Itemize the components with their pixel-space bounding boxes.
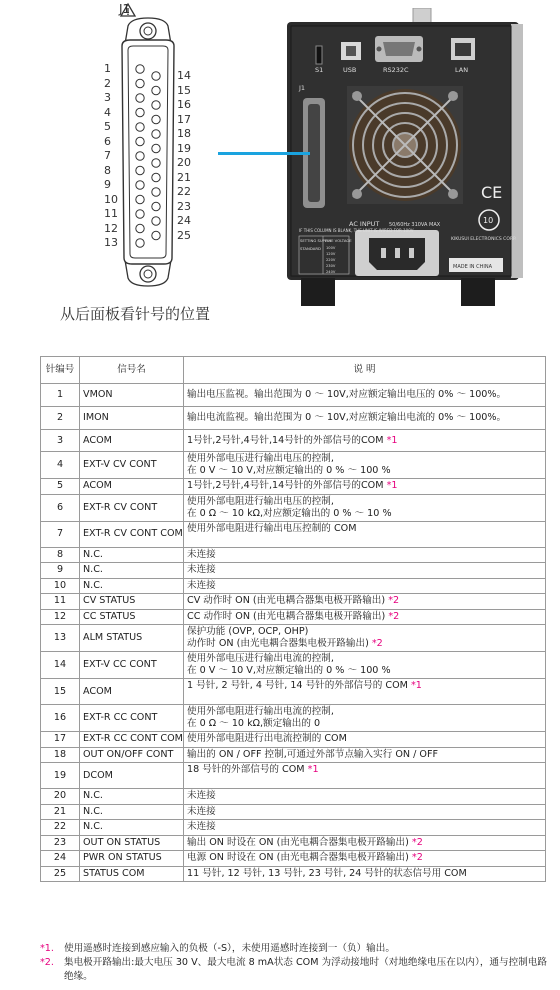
cell-pin-no: 3 [41,430,80,452]
cell-pin-no: 18 [41,747,80,763]
pin-number-label: 17 [177,112,191,126]
pin-number-label: 2 [104,76,111,90]
table-row [41,452,546,479]
cell-pin-no: 5 [41,479,80,495]
cell-pin-no: 23 [41,835,80,851]
table-row [41,625,546,652]
j1-label: J1 [299,84,306,92]
sticker-value: 240V [326,270,336,274]
cell-pin-no: 19 [41,763,80,789]
description-text: 未连接 [187,790,216,802]
cell-pin-no: 10 [41,578,80,594]
cell-description [184,494,546,521]
cell-signal-name: EXT-R CV CONT COM [80,521,184,547]
cell-description [184,851,546,867]
pin-number-label: 8 [104,163,111,177]
table-row [41,578,546,594]
cell-description [184,679,546,705]
cell-pin-no: 11 [41,594,80,610]
pin-number-label: 1 [104,62,111,75]
cell-description [184,609,546,625]
footnote-mark: *2. [40,957,54,968]
footnote [40,942,552,956]
description-text: 使用外部电阻进行出电流控制的 COM [187,733,347,745]
pin-number-label: 12 [104,221,118,235]
usb-label: USB [343,66,357,74]
cell-pin-no: 7 [41,521,80,547]
cell-description [184,866,546,882]
pin-number-label: 16 [177,98,191,111]
cell-signal-name: N.C. [80,789,184,805]
sticker-value: 120V [326,252,336,256]
cell-description [184,430,546,452]
description-text: 输出 ON 时设在 ON (由光电耦合器集电极开路输出) [187,836,409,848]
ac-input-label: AC INPUT [349,220,380,228]
pin-number-label: 23 [177,199,191,213]
cell-signal-name: OUT ON STATUS [80,835,184,851]
footnote-reference: *1 [307,764,319,775]
cell-description [184,479,546,495]
pin-number-label: 21 [177,170,191,184]
cell-signal-name: EXT-R CV CONT [80,494,184,521]
cell-signal-name: EXT-R CC CONT [80,705,184,732]
cell-signal-name: STATUS COM [80,866,184,882]
pin-number-label: 13 [104,236,118,249]
cell-description [184,625,546,652]
connector-diagram [0,0,280,300]
cell-description [184,407,546,430]
pin-number-label: 24 [177,214,191,227]
table-row [41,820,546,836]
table-row [41,789,546,805]
usb-port-icon [341,42,361,60]
cell-signal-name: ACOM [80,679,184,705]
cell-signal-name: N.C. [80,563,184,579]
cell-pin-no: 13 [41,625,80,652]
sticker-row: STANDARD [300,246,321,251]
pin-number-label: 20 [177,156,191,169]
description-text: 使用外部电阻进行输出电压控制的 COM [187,522,357,534]
cell-signal-name: EXT-R CC CONT COM [80,732,184,748]
pin-number-label: 11 [104,207,118,220]
rs232c-port-icon [375,36,423,62]
pin-number-label: 22 [177,185,191,198]
cell-signal-name: N.C. [80,547,184,563]
diagram-caption: 从后面板看针号的位置 [60,305,211,323]
description-text: 使用外部电压进行输出电压的控制, 在 0 V ～ 10 V,对应额定输出的 0 % ～ 100 % [187,453,391,476]
cell-signal-name: PWR ON STATUS [80,851,184,867]
sticker-value: 220V [326,258,336,262]
description-text: 18 号针的外部信号的 COM [187,764,305,775]
description-text: 使用外部电阻进行输出电流的控制, 在 0 Ω ～ 10 kΩ,额定输出的 0 [187,706,334,729]
cell-description [184,747,546,763]
cell-description [184,384,546,407]
description-text: 输出电压监视。输出范围为 0 ～ 10V,对应额定输出电压的 0% ～ 100%。 [187,389,507,400]
cell-signal-name: VMON [80,384,184,407]
cell-pin-no: 20 [41,789,80,805]
footnote-reference: *1 [386,434,398,446]
cell-pin-no: 25 [41,866,80,882]
description-text: 未连接 [187,548,216,560]
table-body [41,384,546,882]
pin-number-label: 7 [104,149,111,162]
pin-number-label: 19 [177,141,191,155]
table-row [41,747,546,763]
table-row [41,494,546,521]
footnote-reference: *2 [388,610,400,622]
cell-pin-no: 9 [41,563,80,579]
table-row [41,732,546,748]
cell-description [184,521,546,547]
cell-pin-no: 24 [41,851,80,867]
table-row [41,609,546,625]
rs232c-label: RS232C [383,66,409,74]
table-header-row [41,357,546,384]
footnote-reference: *2 [411,836,423,848]
rating-mark-text: 10 [483,216,494,225]
cell-signal-name: EXT-V CC CONT [80,652,184,679]
cell-signal-name: IMON [80,407,184,430]
table-row [41,594,546,610]
ac-inlet-icon [355,230,439,276]
cell-pin-no: 17 [41,732,80,748]
cell-pin-no: 1 [41,384,80,407]
brand-label: KIKUSUI ELECTRONICS CORP. [451,237,517,242]
lan-label: LAN [455,66,469,74]
cell-signal-name: N.C. [80,820,184,836]
pin-number-label: 14 [177,69,191,82]
cell-pin-no: 6 [41,494,80,521]
db25-connector-drawing [0,0,280,300]
cell-signal-name: N.C. [80,804,184,820]
table-row [41,763,546,789]
description-text: 输出电流监视。输出范围为 0 ～ 10V,对应额定输出电流的 0% ～ 100%。 [187,412,507,423]
description-text: 1号针,2号针,4号针,14号针的外部信号的COM [187,434,384,446]
description-text: 保护功能 (OVP, OCP, OHP) 动作时 ON (由光电耦合器集电极开路输出) [187,626,369,649]
cell-signal-name: DCOM [80,763,184,789]
switch-label: S1 [315,66,324,74]
table-row [41,851,546,867]
description-text: 1号针,2号针,4号针,14号针的外部信号的COM [187,480,384,492]
made-in-label: MADE IN CHINA [453,264,493,270]
cell-pin-no: 2 [41,407,80,430]
pin-number-label: 10 [104,192,118,206]
footnote-mark: *1. [40,943,54,954]
cell-signal-name: ACOM [80,430,184,452]
cell-pin-no: 12 [41,609,80,625]
table-row [41,835,546,851]
cell-pin-no: 14 [41,652,80,679]
cell-signal-name: CC STATUS [80,609,184,625]
cell-description [184,705,546,732]
cell-description [184,804,546,820]
pin-number-label: 15 [177,83,191,97]
cell-description [184,652,546,679]
table-row [41,430,546,452]
sticker-value: 100V [326,246,336,250]
pin-number-label: 5 [104,120,111,133]
sticker-header-1: SETTING SUPPLY [300,238,332,243]
cell-description [184,547,546,563]
footnote-reference: *1 [410,680,422,691]
header-description: 说 明 [184,357,546,384]
description-text: 使用外部电阻进行输出电压的控制, 在 0 Ω ～ 10 kΩ,对应额定输出的 0 % ～ 10 % [187,495,392,519]
cell-description [184,789,546,805]
table-row [41,547,546,563]
footnote-reference: *2 [388,595,400,607]
pin-number-label: 3 [104,91,111,104]
description-text: 未连接 [187,564,216,576]
cell-description [184,820,546,836]
cell-signal-name: OUT ON/OFF CONT [80,747,184,763]
description-text: CV 动作时 ON (由光电耦合器集电极开路输出) [187,595,386,607]
fan-icon [347,86,463,204]
header-pin-no: 针编号 [41,357,80,384]
cell-pin-no: 15 [41,679,80,705]
footnotes [40,942,552,984]
description-text: 未连接 [187,821,216,833]
sticker-header-2: LINE VOLTAGE [325,238,352,243]
connector-label: J1 [119,2,131,16]
footnote-reference: *2 [411,852,423,864]
cell-pin-no: 22 [41,820,80,836]
cell-pin-no: 21 [41,804,80,820]
cell-signal-name: CV STATUS [80,594,184,610]
cell-pin-no: 16 [41,705,80,732]
cell-description [184,732,546,748]
callout-line [218,152,310,155]
pin-assignment-table [40,356,546,882]
cell-description [184,563,546,579]
table-row [41,705,546,732]
footnote [40,956,552,984]
cell-description [184,452,546,479]
table-row [41,407,546,430]
table-row [41,652,546,679]
device-drawing [285,8,530,313]
pin-number-label: 6 [104,134,111,148]
table-row [41,679,546,705]
footnote-text: 使用遥感时连接到感应输入的负极（-S），未使用遥感时连接到一（负）输出。 [64,943,395,954]
cell-signal-name: N.C. [80,578,184,594]
cell-description [184,594,546,610]
pin-number-label: 9 [104,178,111,191]
table-row [41,384,546,407]
cell-description [184,763,546,789]
footnote-reference: *2 [371,638,383,649]
description-text: 输出的 ON / OFF 控制,可通过外部节点输入实行 ON / OFF [187,748,438,760]
table-row [41,866,546,882]
pin-number-label: 25 [177,228,191,242]
ac-spec: 50/60Hz 310VA MAX [389,222,441,228]
lan-port-icon [451,38,475,60]
description-text: 11 号针, 12 号针, 13 号针, 23 号针, 24 号针的状态信号用 COM [187,867,467,879]
cell-signal-name: EXT-V CV CONT [80,452,184,479]
switch-s1 [316,46,322,64]
cell-signal-name: ALM STATUS [80,625,184,652]
description-text: 未连接 [187,805,216,817]
pin-number-label: 4 [104,105,111,119]
header-signal-name: 信号名 [80,357,184,384]
description-text: 未连接 [187,579,216,591]
footnote-text: 集电极开路输出:最大电压 30 V、最大电流 8 mA状态 COM 为浮动接地时（对地绝缘电压在以内），通与控制电路绝缘。 [64,957,547,982]
sticker-note: IF THIS COLUMN IS BLANK, THE UNIT IS WIRED FOR 100V [299,228,414,233]
description-text: CC 动作时 ON (由光电耦合器集电极开路输出) [187,610,386,622]
pin-number-label: 18 [177,127,191,140]
table-row [41,563,546,579]
cell-pin-no: 4 [41,452,80,479]
description-text: 使用外部电压进行输出电流的控制, 在 0 V ～ 10 V,对应额定输出的 0 % ～ 100 % [187,653,391,676]
sticker-value: 230V [326,264,336,268]
ce-mark: CE [481,183,503,202]
description-text: 1 号针, 2 号针, 4 号针, 14 号针的外部信号的 COM [187,680,408,691]
table-row [41,479,546,495]
description-text: 电源 ON 时设在 ON (由光电耦合器集电极开路输出) [187,852,409,864]
table-row [41,804,546,820]
table-row [41,521,546,547]
cell-signal-name: ACOM [80,479,184,495]
cell-description [184,578,546,594]
cell-pin-no: 8 [41,547,80,563]
footnote-reference: *1 [386,480,398,492]
device-back-panel [285,8,530,313]
cell-description [184,835,546,851]
